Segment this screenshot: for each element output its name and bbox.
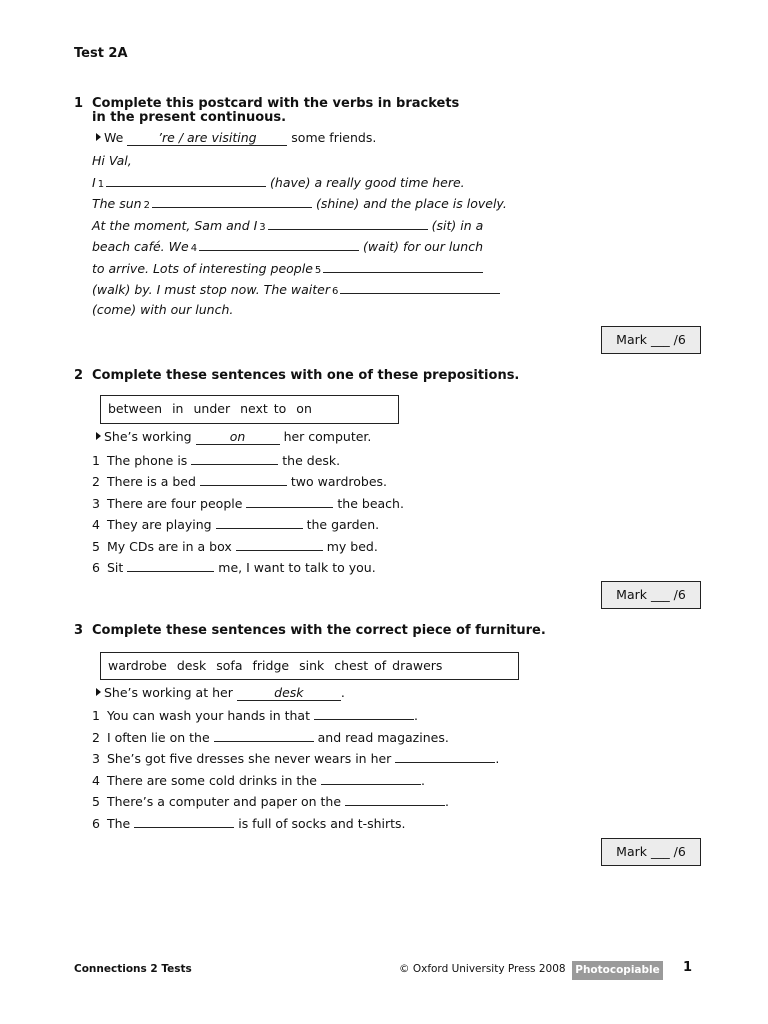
word-option: on: [296, 401, 312, 416]
word-box: [100, 652, 519, 680]
exercise-instruction: Complete these sentences with one of these prepositions.: [92, 368, 520, 383]
list-item: 6 The is full of socks and t-shirts.: [92, 816, 406, 831]
list-item: 3 She’s got five dresses she never wears in her .: [92, 751, 500, 766]
word-option: under: [193, 401, 231, 416]
mark-box: Mark ___ /6: [601, 581, 701, 609]
example-answer: desk: [237, 686, 341, 701]
answer-blank[interactable]: [106, 174, 266, 187]
example-line: She’s working on her computer.: [96, 429, 371, 445]
word-box: [100, 395, 399, 424]
answer-blank[interactable]: [134, 815, 234, 828]
list-item: 2 There is a bed two wardrobes.: [92, 474, 388, 489]
answer-blank[interactable]: [127, 559, 214, 572]
answer-blank[interactable]: [200, 473, 287, 486]
list-item: 4 There are some cold drinks in the .: [92, 773, 425, 788]
postcard-line: I 1 (have) a really good time here.: [92, 175, 465, 190]
list-item: 5 My CDs are in a box my bed.: [92, 539, 378, 554]
answer-blank[interactable]: [314, 707, 414, 720]
list-item: 6 Sit me, I want to talk to you.: [92, 560, 376, 575]
answer-blank[interactable]: [321, 772, 421, 785]
exercise-number: 3: [74, 623, 84, 638]
answer-blank[interactable]: [340, 281, 500, 294]
postcard-line: At the moment, Sam and I 3 (sit) in a: [92, 218, 484, 233]
postcard-closing: (come) with our lunch.: [92, 302, 234, 317]
word-option: desk: [176, 658, 207, 673]
word-option: in: [172, 401, 184, 416]
exercise-instruction: Complete this postcard with the verbs in brackets: [92, 96, 460, 111]
answer-blank[interactable]: [214, 729, 314, 742]
answer-blank[interactable]: [236, 538, 323, 551]
example-line: She’s working at her desk .: [96, 685, 345, 701]
example-answer: ’re / are visiting: [127, 131, 287, 146]
answer-blank[interactable]: [246, 495, 333, 508]
footer-book-title: Connections 2 Tests: [74, 963, 192, 975]
list-item: 2 I often lie on the and read magazines.: [92, 730, 449, 745]
list-item: 4 They are playing the garden.: [92, 517, 380, 532]
postcard-greeting: Hi Val,: [92, 153, 132, 168]
mark-box: Mark ___ /6: [601, 326, 701, 354]
word-option: wardrobe: [108, 658, 167, 673]
postcard-line: (walk) by. I must stop now. The waiter 6: [92, 281, 500, 300]
exercise-instruction-cont: in the present continuous.: [92, 110, 287, 125]
postcard-line: beach café. We 4 (wait) for our lunch: [92, 239, 483, 254]
footer-copyright: © Oxford University Press 2008: [399, 963, 566, 975]
word-option: fridge: [252, 658, 290, 673]
test-title: Test 2A: [74, 46, 128, 61]
answer-blank[interactable]: [323, 260, 483, 273]
word-option: between: [108, 401, 163, 416]
exercise-instruction: Complete these sentences with the correct piece of furniture.: [92, 623, 546, 638]
exercise-number: 2: [74, 368, 84, 383]
answer-blank[interactable]: [199, 238, 359, 251]
postcard-line: The sun 2 (shine) and the place is lovely.: [92, 196, 507, 211]
postcard-line: to arrive. Lots of interesting people 5: [92, 260, 483, 279]
exercise-number: 1: [74, 96, 84, 111]
answer-blank[interactable]: [216, 516, 303, 529]
page-number: 1: [683, 960, 693, 975]
answer-blank[interactable]: [191, 452, 278, 465]
word-option: sofa: [216, 658, 243, 673]
list-item: 3 There are four people the beach.: [92, 496, 404, 511]
answer-blank[interactable]: [345, 793, 445, 806]
list-item: 5 There’s a computer and paper on the .: [92, 794, 450, 809]
answer-blank[interactable]: [268, 217, 428, 230]
word-option: next to: [240, 401, 287, 416]
arrow-icon: [96, 688, 101, 696]
example-answer: on: [196, 430, 280, 445]
answer-blank[interactable]: [152, 195, 312, 208]
arrow-icon: [96, 432, 101, 440]
list-item: 1 The phone is the desk.: [92, 453, 341, 468]
word-option: chest of drawers: [334, 658, 443, 673]
photocopiable-badge: Photocopiable: [572, 961, 663, 980]
example-line: We ’re / are visiting some friends.: [96, 130, 376, 146]
word-option: sink: [299, 658, 325, 673]
arrow-icon: [96, 133, 101, 141]
answer-blank[interactable]: [395, 750, 495, 763]
mark-box: Mark ___ /6: [601, 838, 701, 866]
list-item: 1 You can wash your hands in that .: [92, 708, 418, 723]
